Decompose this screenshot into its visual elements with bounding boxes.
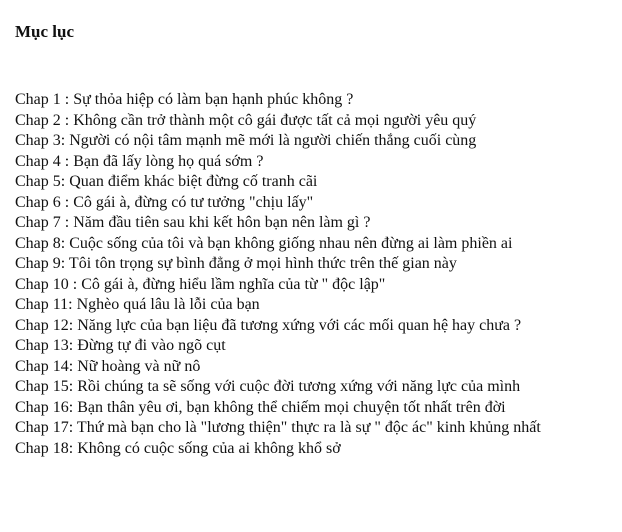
toc-item-chap-5: Chap 5: Quan điểm khác biệt đừng cố tranh cãi [15, 173, 318, 190]
toc-item-chap-11: Chap 11: Nghèo quá lâu là lỗi của bạn [15, 296, 260, 313]
toc-item-chap-18: Chap 18: Không có cuộc sống của ai không khổ sở [15, 439, 341, 457]
toc-item-chap-8: Chap 8: Cuộc sống của tôi và bạn không giống nhau nên đừng ai làm phiền ai [15, 234, 513, 252]
toc-item-chap-17: Chap 17: Thứ mà bạn cho là "lương thiện" thực ra là sự " độc ác" kinh khủng nhất [15, 419, 541, 436]
toc-item-chap-7: Chap 7 : Năm đầu tiên sau khi kết hôn bạn nên làm gì ? [15, 214, 371, 231]
toc-item-chap-9: Chap 9: Tôi tôn trọng sự bình đẳng ở mọi hình thức trên thế gian này [15, 255, 457, 272]
toc-item-chap-14: Chap 14: Nữ hoàng và nữ nô [15, 357, 201, 375]
toc-item-chap-16: Chap 16: Bạn thân yêu ơi, bạn không thể chiếm mọi chuyện tốt nhất trên đời [15, 398, 506, 416]
page-title: Mục lục [15, 22, 75, 41]
toc-item-chap-4: Chap 4 : Bạn đã lấy lòng họ quá sớm ? [15, 152, 264, 170]
toc-item-chap-15: Chap 15: Rồi chúng ta sẽ sống với cuộc đời tương xứng với năng lực của mình [15, 378, 521, 395]
table-of-contents [15, 90, 605, 459]
toc-item-chap-3: Chap 3: Người có nội tâm mạnh mẽ mới là người chiến thắng cuối cùng [15, 132, 477, 149]
toc-item-chap-10: Chap 10 : Cô gái à, đừng hiểu lầm nghĩa của từ " độc lập" [15, 275, 386, 293]
toc-item-chap-2: Chap 2 : Không cần trở thành một cô gái được tất cả mọi người yêu quý [15, 111, 477, 129]
toc-item-chap-13: Chap 13: Đừng tự đi vào ngõ cụt [15, 337, 226, 354]
toc-item-chap-1: Chap 1 : Sự thỏa hiệp có làm bạn hạnh phúc không ? [15, 91, 354, 108]
toc-item-chap-6: Chap 6 : Cô gái à, đừng có tư tưởng "chịu lấy" [15, 193, 314, 211]
toc-item-chap-12: Chap 12: Năng lực của bạn liệu đã tương xứng với các mối quan hệ hay chưa ? [15, 316, 522, 334]
